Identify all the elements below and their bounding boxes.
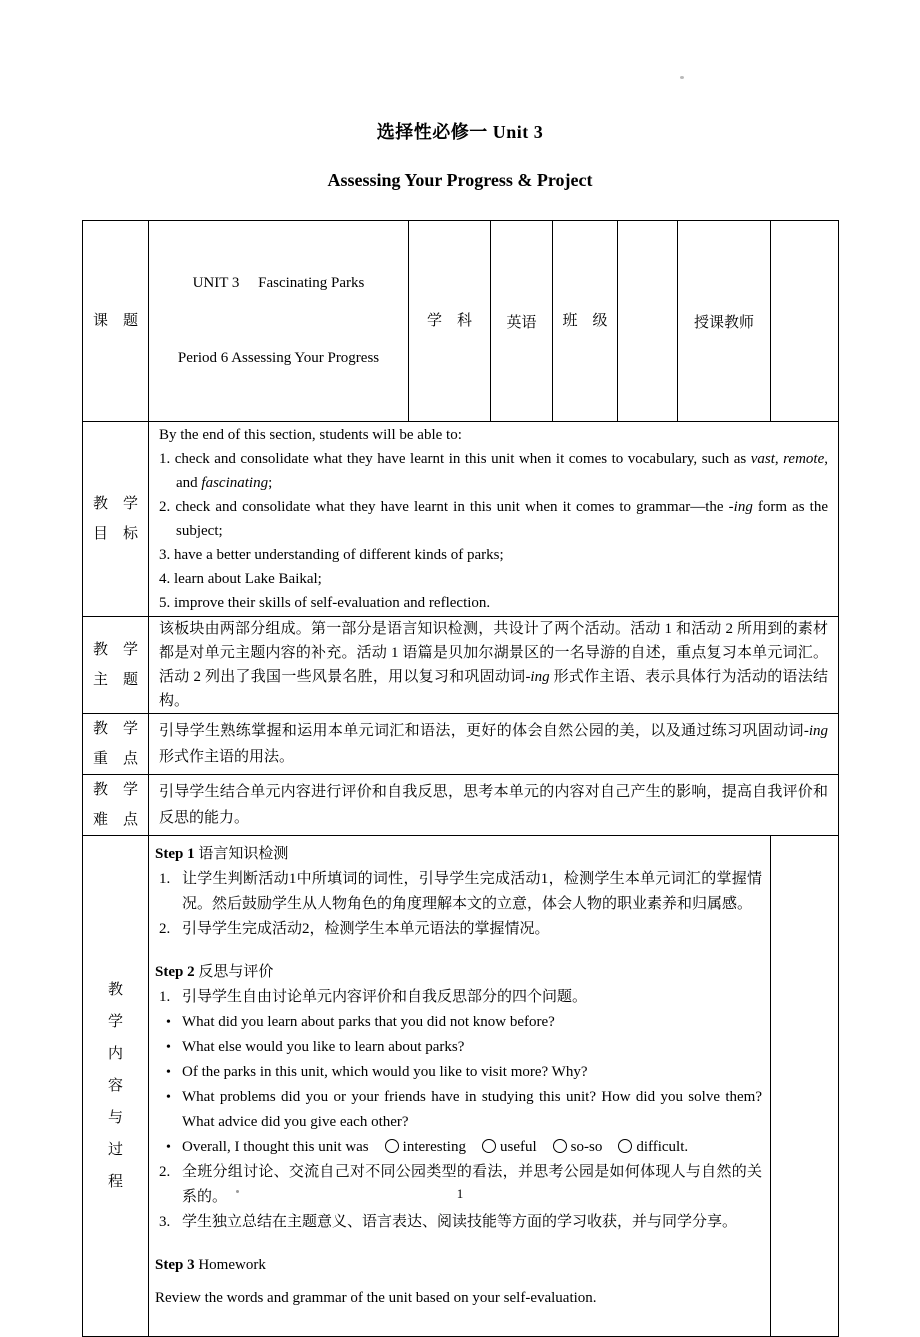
- overall-prefix: Overall, I thought this unit was: [182, 1139, 369, 1155]
- question-text: What did you learn about parks that you did not know before?: [182, 1014, 555, 1030]
- bullet-icon: •: [166, 1090, 171, 1105]
- course-title-line2: Period 6 Assessing Your Progress: [177, 350, 380, 366]
- teacher-value: [771, 221, 839, 422]
- table-row-objectives: [83, 422, 839, 617]
- focus-content: 引导学生熟练掌握和运用本单元词汇和语法，更好的体会自然公园的美，以及通过练习巩固动词-ing 形式作主语的用法。: [149, 714, 839, 775]
- table-row-focus: [83, 714, 839, 775]
- objective-item: 3. have a better understanding of different kinds of parks;: [159, 547, 504, 563]
- bullet-icon: •: [166, 1140, 171, 1155]
- question-text: Of the parks in this unit, which would you like to visit more? Why?: [182, 1064, 588, 1080]
- overall-rating-line: [155, 1135, 762, 1160]
- discussion-question: [155, 1010, 762, 1035]
- item-text: 引导学生自由讨论单元内容评价和自我反思部分的四个问题。: [182, 989, 588, 1005]
- objectives-label: 教 学 目 标: [83, 422, 149, 617]
- rating-option: useful: [499, 1139, 537, 1155]
- document-title: 选择性必修一 Unit 3: [376, 122, 544, 142]
- discussion-question: [155, 1035, 762, 1060]
- step1-item: [155, 867, 762, 917]
- difficulty-label: 教 学 难 点: [83, 775, 149, 836]
- process-side-cell: [771, 836, 839, 1337]
- course-title-label: 课 题: [83, 221, 149, 422]
- bullet-icon: •: [166, 1015, 171, 1030]
- radio-circle-icon: [553, 1139, 567, 1153]
- rating-option: so-so: [570, 1139, 603, 1155]
- step2-heading: Step 2 反思与评价: [155, 964, 274, 980]
- item-number: 2.: [159, 921, 171, 937]
- stray-scan-dot: [680, 76, 684, 79]
- lesson-plan-table: [82, 220, 839, 1337]
- item-number: 1.: [159, 989, 171, 1005]
- process-content: [149, 836, 771, 1337]
- step1-heading: Step 1 语言知识检测: [155, 846, 289, 862]
- step3-heading: Step 3 Homework: [155, 1257, 266, 1273]
- table-row-theme: [83, 617, 839, 714]
- difficulty-content: 引导学生结合单元内容进行评价和自我反思，思考本单元的内容对自己产生的影响，提高自我评价和反思的能力。: [149, 775, 839, 836]
- table-row-difficulty: [83, 775, 839, 836]
- page-number: 1: [456, 1186, 464, 1201]
- teacher-label: 授课教师: [678, 221, 771, 422]
- subject-label: 学 科: [409, 221, 491, 422]
- bullet-icon: •: [166, 1065, 171, 1080]
- radio-circle-icon: [618, 1139, 632, 1153]
- objectives-content: [149, 422, 839, 617]
- discussion-question: [155, 1060, 762, 1085]
- course-title-cell: [149, 221, 409, 422]
- theme-content: 该板块由两部分组成。第一部分是语言知识检测，共设计了两个活动。活动 1 和活动 2 所用到的素材都是对单元主题内容的补充。活动 1 语篇是贝加尔湖景区的一名导游的自述，重点复习本单元词汇。活动 2 列出了我国一些风景名胜，用以复习和巩固动词-ing 形式作主语、表示具体行为活动的语法结构。: [149, 617, 839, 714]
- question-text: What else would you like to learn about parks?: [182, 1039, 465, 1055]
- theme-label: 教 学 主 题: [83, 617, 149, 714]
- class-value: [618, 221, 678, 422]
- objective-item: 5. improve their skills of self-evaluation and reflection.: [159, 595, 491, 611]
- rating-option: difficult.: [636, 1139, 689, 1155]
- subject-value: 英语: [491, 221, 553, 422]
- discussion-question: [155, 1085, 762, 1135]
- rating-option: interesting: [402, 1139, 466, 1155]
- document-subtitle: Assessing Your Progress & Project: [327, 170, 593, 190]
- step1-item: [155, 917, 762, 942]
- process-label-vertical: 教 学 内 容 与 过 程: [107, 982, 123, 1190]
- objectives-intro: By the end of this section, students will be able to:: [159, 427, 462, 443]
- item-text: 学生独立总结在主题意义、语言表达、阅读技能等方面的学习收获，并与同学分享。: [182, 1214, 738, 1230]
- course-title-line1: UNIT 3 Fascinating Parks: [192, 275, 365, 291]
- item-text: 全班分组讨论、交流自己对不同公园类型的看法，并思考公园是如何体现人与自然的关系的。: [182, 1164, 762, 1205]
- item-text: 让学生判断活动1中所填词的词性，引导学生完成活动1，检测学生本单元词汇的掌握情况。然后鼓励学生从人物角色的角度理解本文的立意，体会人物的职业素养和归属感。: [182, 871, 762, 912]
- objective-item: 2. check and consolidate what they have learnt in this unit when it comes to grammar—the -ing form as the subject;: [159, 499, 829, 539]
- focus-label: 教 学 重 点: [83, 714, 149, 775]
- item-number: 1.: [159, 871, 171, 887]
- item-number: 2.: [159, 1164, 171, 1180]
- item-text: 引导学生完成活动2，检测学生本单元语法的掌握情况。: [182, 921, 550, 937]
- radio-circle-icon: [482, 1139, 496, 1153]
- radio-circle-icon: [385, 1139, 399, 1153]
- step2-item: [155, 1160, 762, 1210]
- objective-item: 4. learn about Lake Baikal;: [159, 571, 322, 587]
- step2-item: [155, 985, 762, 1010]
- objective-item: 1. check and consolidate what they have learnt in this unit when it comes to vocabulary, such as vast, remote, and fascinating;: [159, 451, 829, 491]
- step2-item: [155, 1210, 762, 1235]
- question-text: What problems did you or your friends have in studying this unit? How did you solve them? What advice did you give each other?: [182, 1089, 762, 1130]
- homework-text: Review the words and grammar of the unit based on your self-evaluation.: [155, 1290, 597, 1306]
- class-label: 班 级: [553, 221, 618, 422]
- item-number: 3.: [159, 1214, 171, 1230]
- process-label: [83, 836, 149, 1337]
- bullet-icon: •: [166, 1040, 171, 1055]
- table-row-process: [83, 836, 839, 1337]
- table-row-course-info: [83, 221, 839, 422]
